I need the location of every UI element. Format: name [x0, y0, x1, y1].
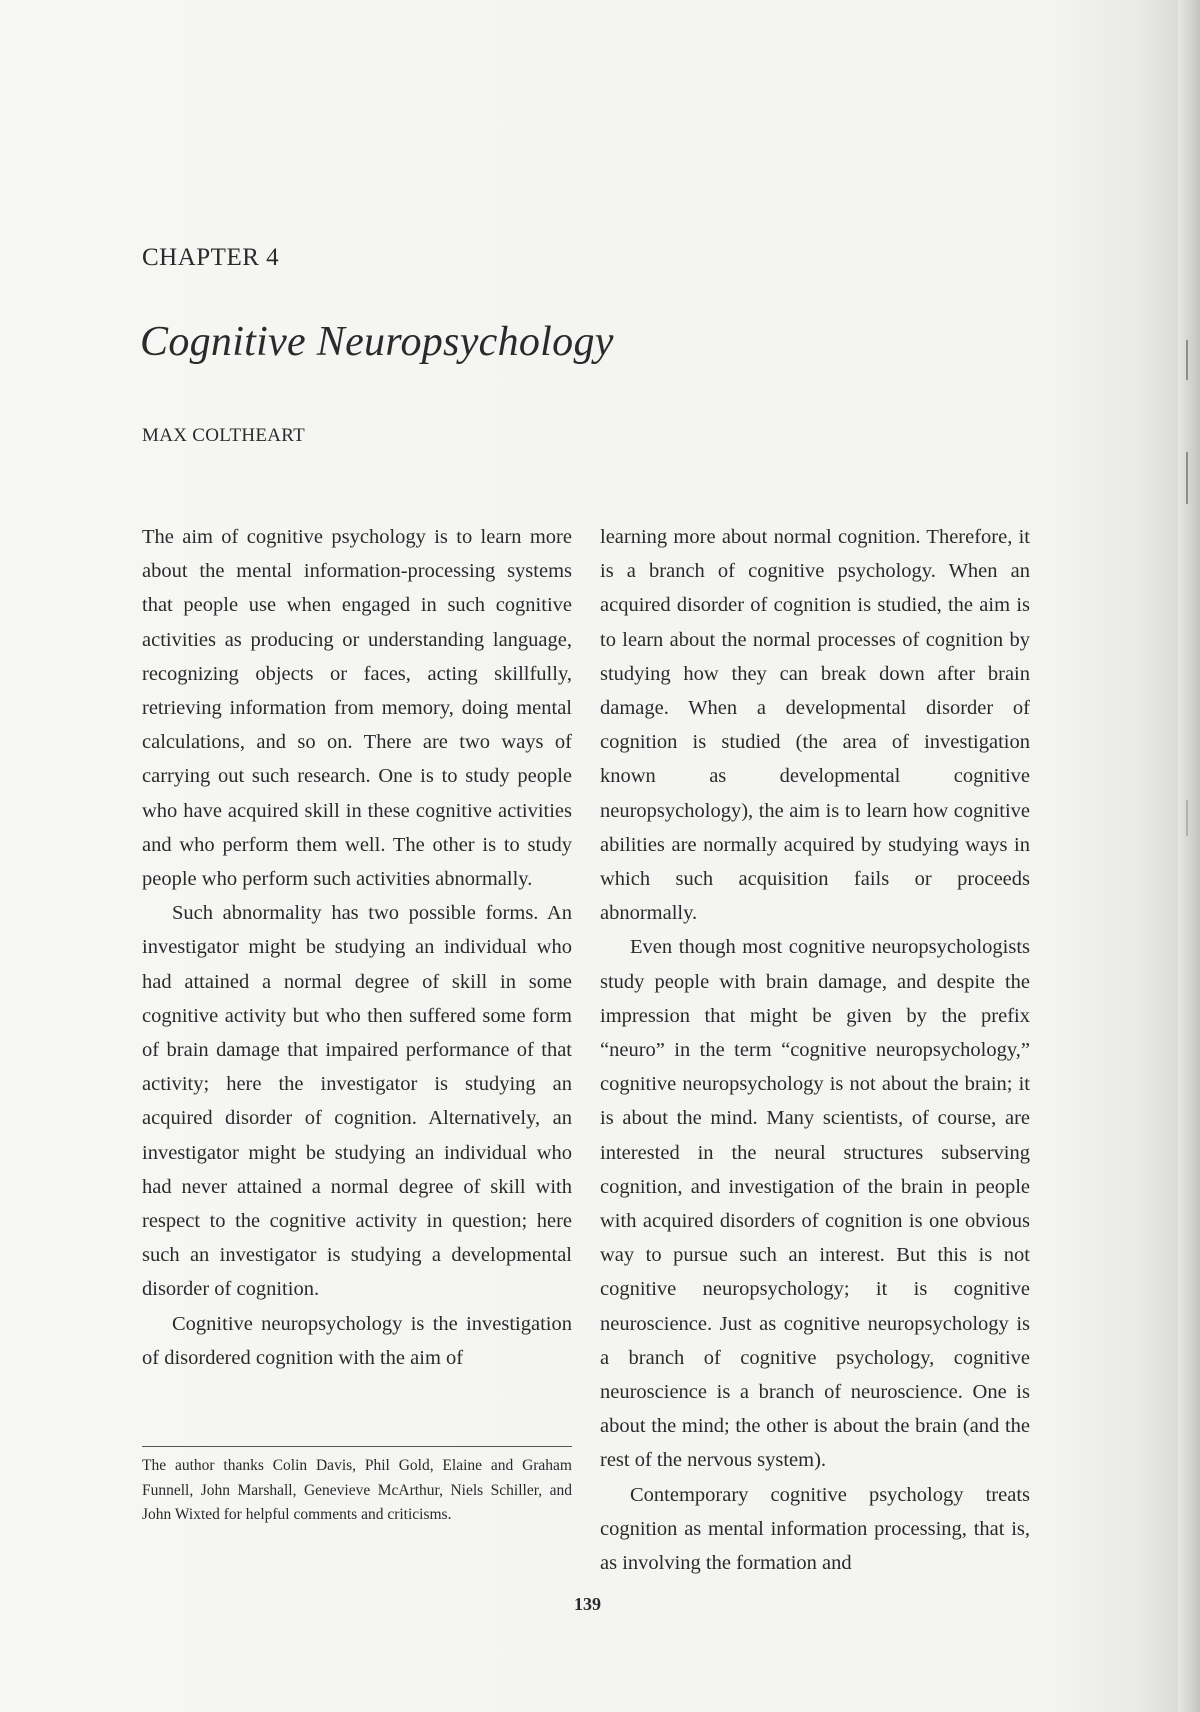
scan-artifact-mark	[1186, 452, 1188, 504]
paragraph: Cognitive neuropsychology is the investigation of disordered cognition with the aim of	[142, 1312, 572, 1369]
scan-artifact-mark	[1186, 800, 1188, 836]
paragraph: Contemporary cognitive psychology treats cognition as mental information processing, that is, as involving the formation and	[600, 1483, 1030, 1575]
paragraph: Even though most cognitive neuropsychologists study people with brain damage, and despite the impression that might be given by the prefix “neuro” in the term “cognitive neuropsychology,” cognitive neuropsychology is not about the brain; it is about the mind. Many scientists, of course, are interested in the neural structures subserving cognition, and investigation of the brain in people with acquired disorders of cognition is one obvious way to pursue such an interest. But this is not cognitive neuropsychology; it is cognitive neuroscience. Just as cognitive neuropsychology is a branch of cognitive psychology, cognitive neuroscience is a branch of neuroscience. One is about the mind; the other is about the brain (and the rest of the nervous system).	[600, 936, 1030, 1472]
page-number: 139	[574, 1594, 601, 1614]
chapter-title: Cognitive Neuropsychology	[140, 319, 614, 365]
paragraph: Such abnormality has two possible forms. An investigator might be studying an individual who had attained a normal degree of skill in some cognitive activity but who then suffered some form of brain damage that impaired performance of that activity; here the investigator is studying an acquired disorder of cognition. Alternatively, an investigator might be studying an individual who had never attained a normal degree of skill with respect to the cognitive activity in question; here such an investigator is studying a developmental disorder of cognition.	[142, 902, 572, 1301]
left-text-column	[142, 520, 572, 1375]
scan-artifact-mark	[1186, 340, 1188, 380]
footnote-divider	[142, 1446, 572, 1447]
right-text-column	[600, 520, 1030, 1580]
chapter-author: MAX COLTHEART	[142, 425, 306, 446]
paragraph: The aim of cognitive psychology is to learn more about the mental information-processing systems that people use when engaged in such cognitive activities as producing or understanding language, recognizing objects or faces, acting skillfully, retrieving information from memory, doing mental calculations, and so on. There are two ways of carrying out such research. One is to study people who have acquired skill in these cognitive activities and who perform them well. The other is to study people who perform such activities abnormally.	[142, 526, 572, 891]
chapter-label: CHAPTER 4	[142, 244, 280, 271]
footnote: The author thanks Colin Davis, Phil Gold, Elaine and Graham Funnell, John Marshall, Genevieve McArthur, Niels Schiller, and John Wixted for helpful comments and criticisms.	[142, 1457, 572, 1523]
page-edge-shadow	[1178, 0, 1200, 1712]
paragraph: learning more about normal cognition. Therefore, it is a branch of cognitive psychology. When an acquired disorder of cognition is studied, the aim is to learn about the normal processes of cognition by studying how they can break down after brain damage. When a developmental disorder of cognition is studied (the area of investigation known as developmental cognitive neuropsychology), the aim is to learn how cognitive abilities are normally acquired by studying ways in which such acquisition fails or proceeds abnormally.	[600, 526, 1030, 925]
